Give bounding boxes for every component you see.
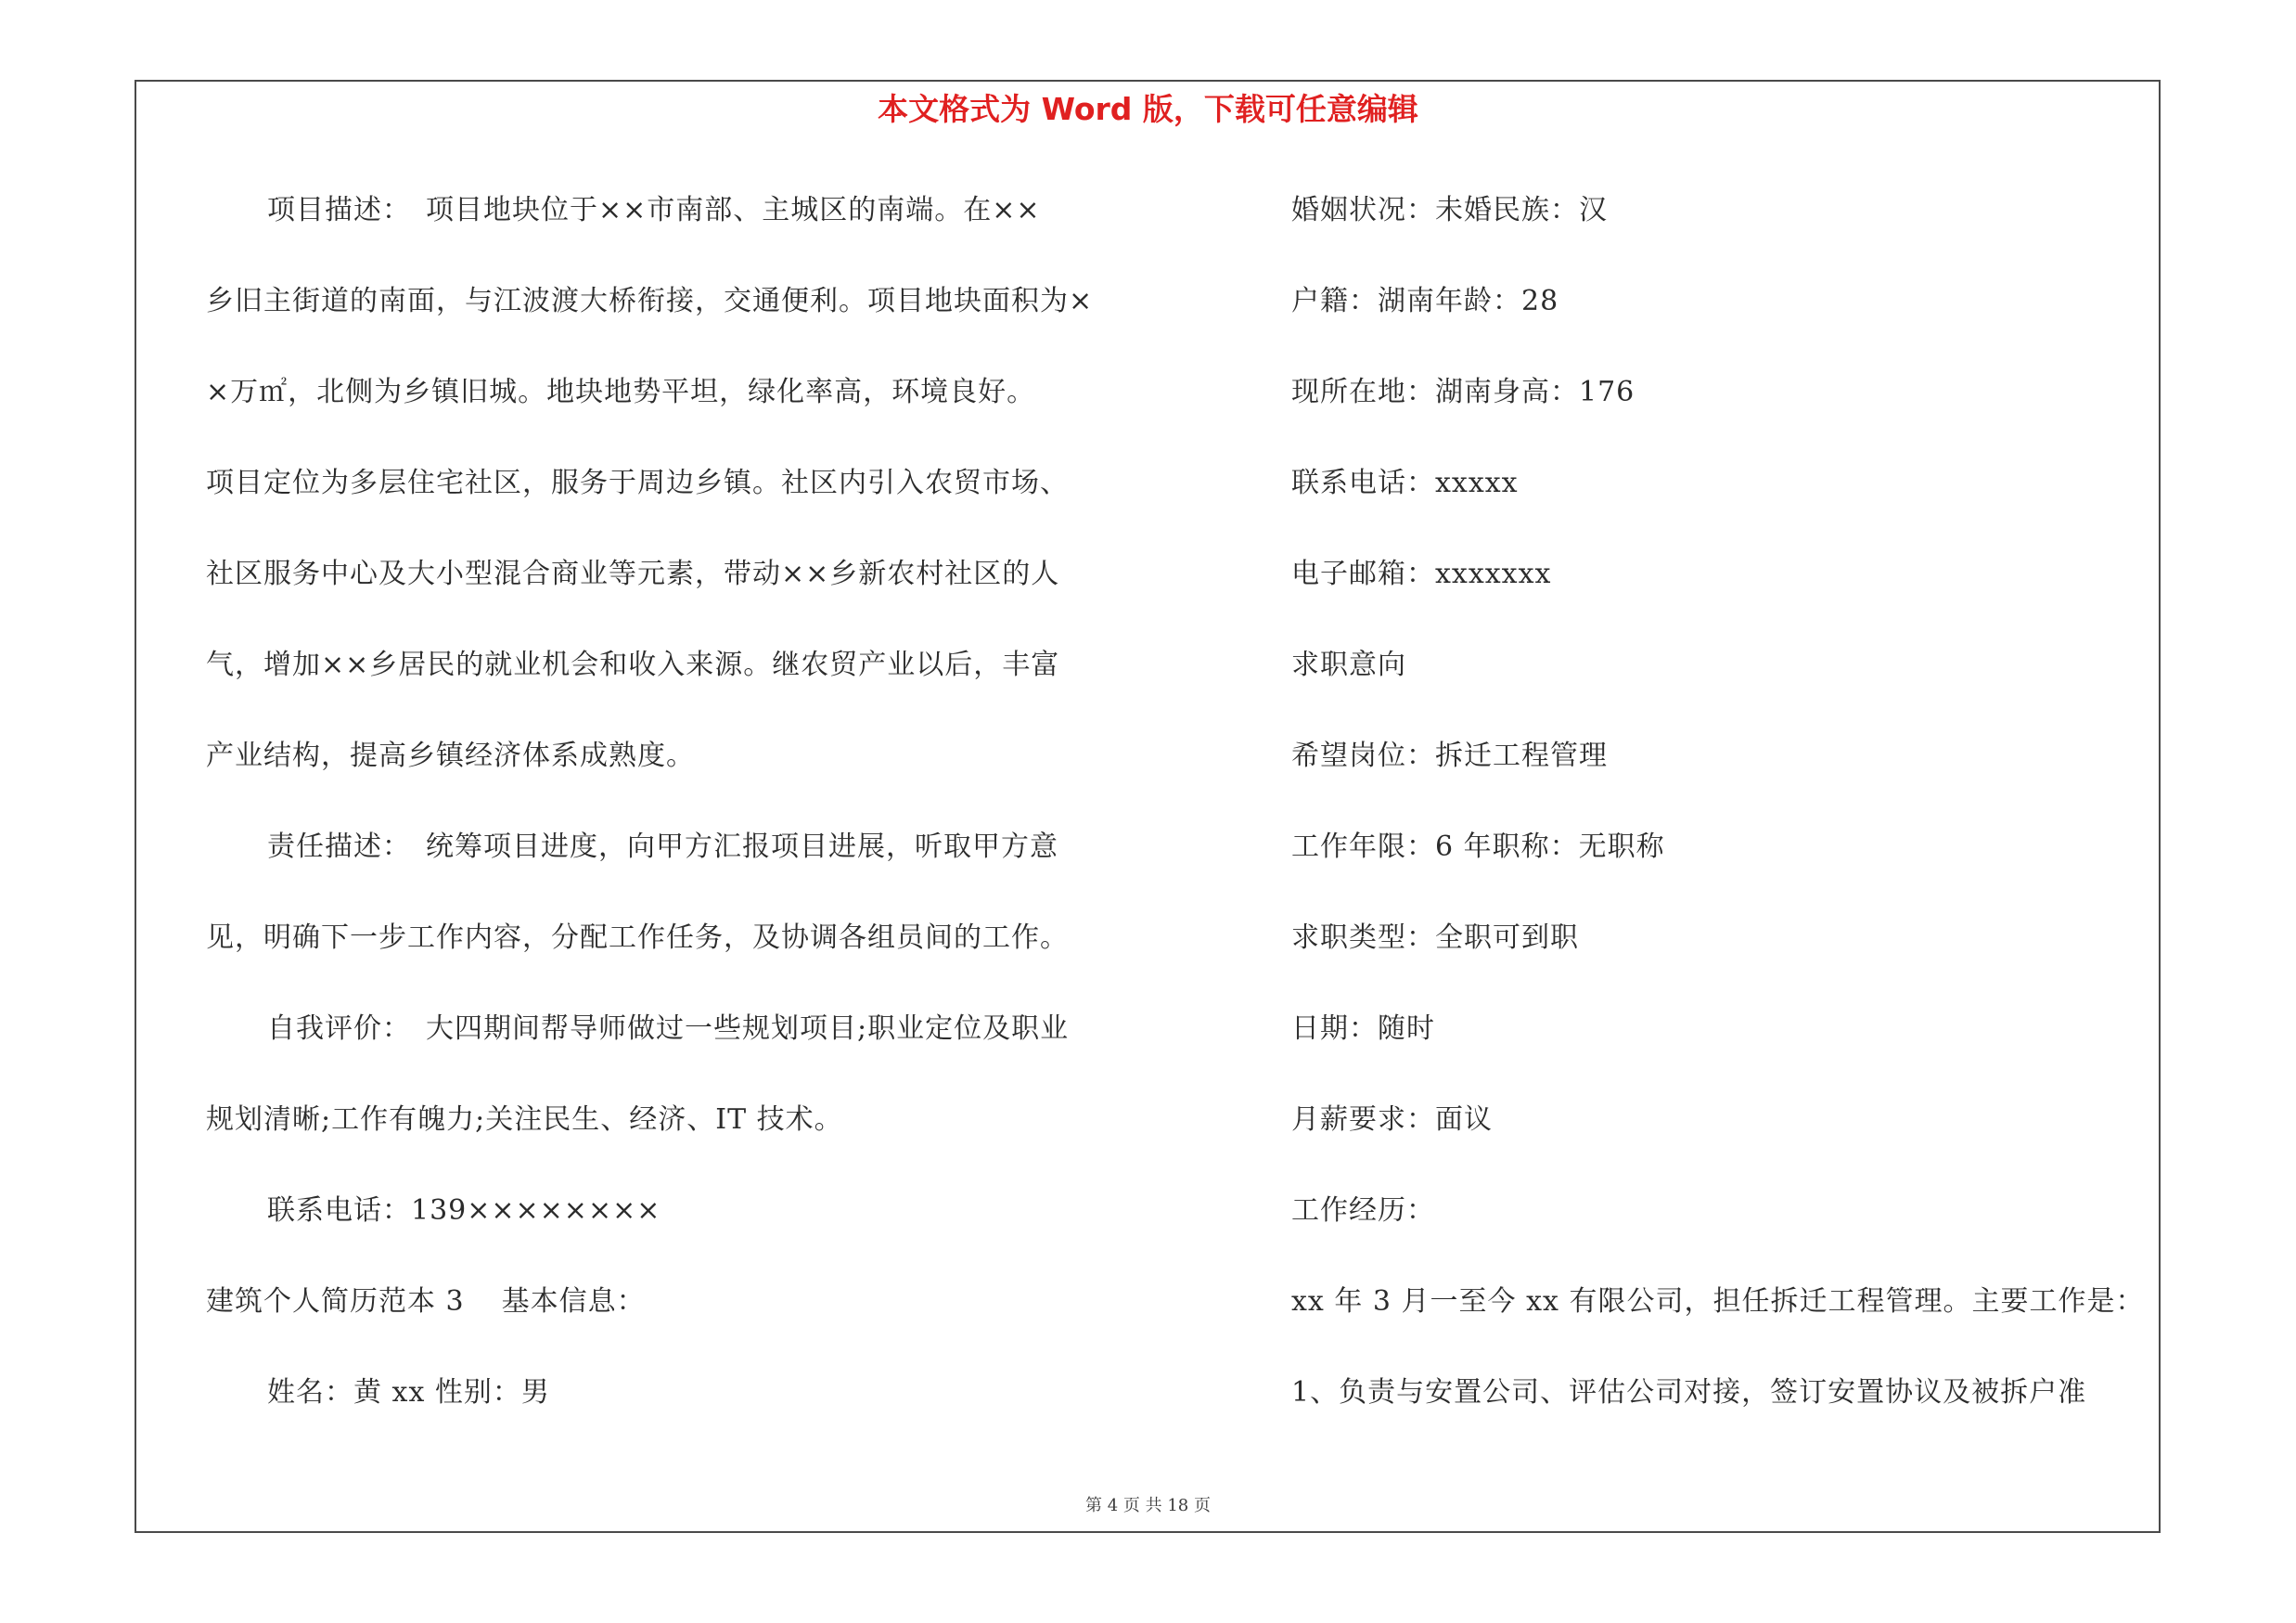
contact-phone-right: 联系电话：xxxxx: [1291, 467, 1519, 499]
self-evaluation-line-1: [206, 1002, 1171, 1093]
basic-info-heading: 基本信息：: [501, 1285, 646, 1318]
job-intention-heading: 求职意向: [1291, 649, 1406, 681]
duty-description-label: 责任描述：: [267, 831, 411, 863]
work-experience-heading: 工作经历：: [1291, 1194, 1435, 1227]
paragraph-line: 规划清晰;工作有魄力;关注民生、经济、IT 技术。: [206, 1103, 843, 1136]
work-experience-entry: xx 年 3 月一至今 xx 有限公司，担任拆迁工程管理。主要工作是：: [1291, 1285, 2145, 1318]
self-evaluation-text: 大四期间帮导师做过一些规划项目;职业定位及职业: [426, 1012, 1070, 1045]
work-years-title: 工作年限：6 年职称：无职称: [1291, 831, 1665, 863]
contact-phone: 联系电话：139××××××××: [267, 1194, 661, 1227]
left-column: [206, 184, 1171, 1457]
name-gender: 姓名：黄 xx 性别：男: [267, 1376, 550, 1409]
duty-description-text: 统筹项目进度，向甲方汇报项目进展，听取甲方意: [426, 831, 1058, 863]
paragraph-line: 产业结构，提高乡镇经济体系成熟度。: [206, 740, 695, 772]
work-experience-duty-1: 1、负责与安置公司、评估公司对接，签订安置协议及被拆户准: [1291, 1376, 2087, 1409]
right-column: [1291, 184, 2154, 1457]
salary-requirement: 月薪要求：面议: [1291, 1103, 1493, 1136]
paragraph-line: 社区服务中心及大小型混合商业等元素，带动××乡新农村社区的人: [206, 558, 1060, 590]
paragraph-line: 气，增加××乡居民的就业机会和收入来源。继农贸产业以后，丰富: [206, 649, 1060, 681]
sample-heading-line: [206, 1275, 1171, 1366]
project-description-line-1: [206, 184, 1171, 275]
project-description-text: 项目地块位于××市南部、主城区的南端。在××: [426, 194, 1041, 226]
project-description-label: 项目描述：: [267, 194, 411, 226]
job-type: 求职类型：全职可到职: [1291, 921, 1579, 954]
duty-description-line-1: [206, 820, 1171, 911]
availability-date: 日期：随时: [1291, 1012, 1435, 1045]
email: 电子邮箱：xxxxxxx: [1291, 558, 1552, 590]
paragraph-line: 见，明确下一步工作内容，分配工作任务，及协调各组员间的工作。: [206, 921, 1069, 954]
paragraph-line: ×万㎡，北侧为乡镇旧城。地块地势平坦，绿化率高，环境良好。: [206, 376, 1036, 408]
paragraph-line: 乡旧主街道的南面，与江波渡大桥衔接，交通便利。项目地块面积为×: [206, 285, 1094, 317]
hukou-age: 户籍：湖南年龄：28: [1291, 285, 1559, 317]
marital-ethnicity: 婚姻状况：未婚民族：汉: [1291, 194, 1608, 226]
desired-position: 希望岗位：拆迁工程管理: [1291, 740, 1608, 772]
sample-title: 建筑个人简历范本 3: [206, 1285, 465, 1318]
self-evaluation-label: 自我评价：: [267, 1012, 411, 1045]
word-format-banner: 本文格式为 Word 版，下载可任意编辑: [878, 91, 1418, 127]
location-height: 现所在地：湖南身高：176: [1291, 376, 1635, 408]
page-number-footer: 第 4 页 共 18 页: [1085, 1496, 1211, 1515]
paragraph-line: 项目定位为多层住宅社区，服务于周边乡镇。社区内引入农贸市场、: [206, 467, 1069, 499]
